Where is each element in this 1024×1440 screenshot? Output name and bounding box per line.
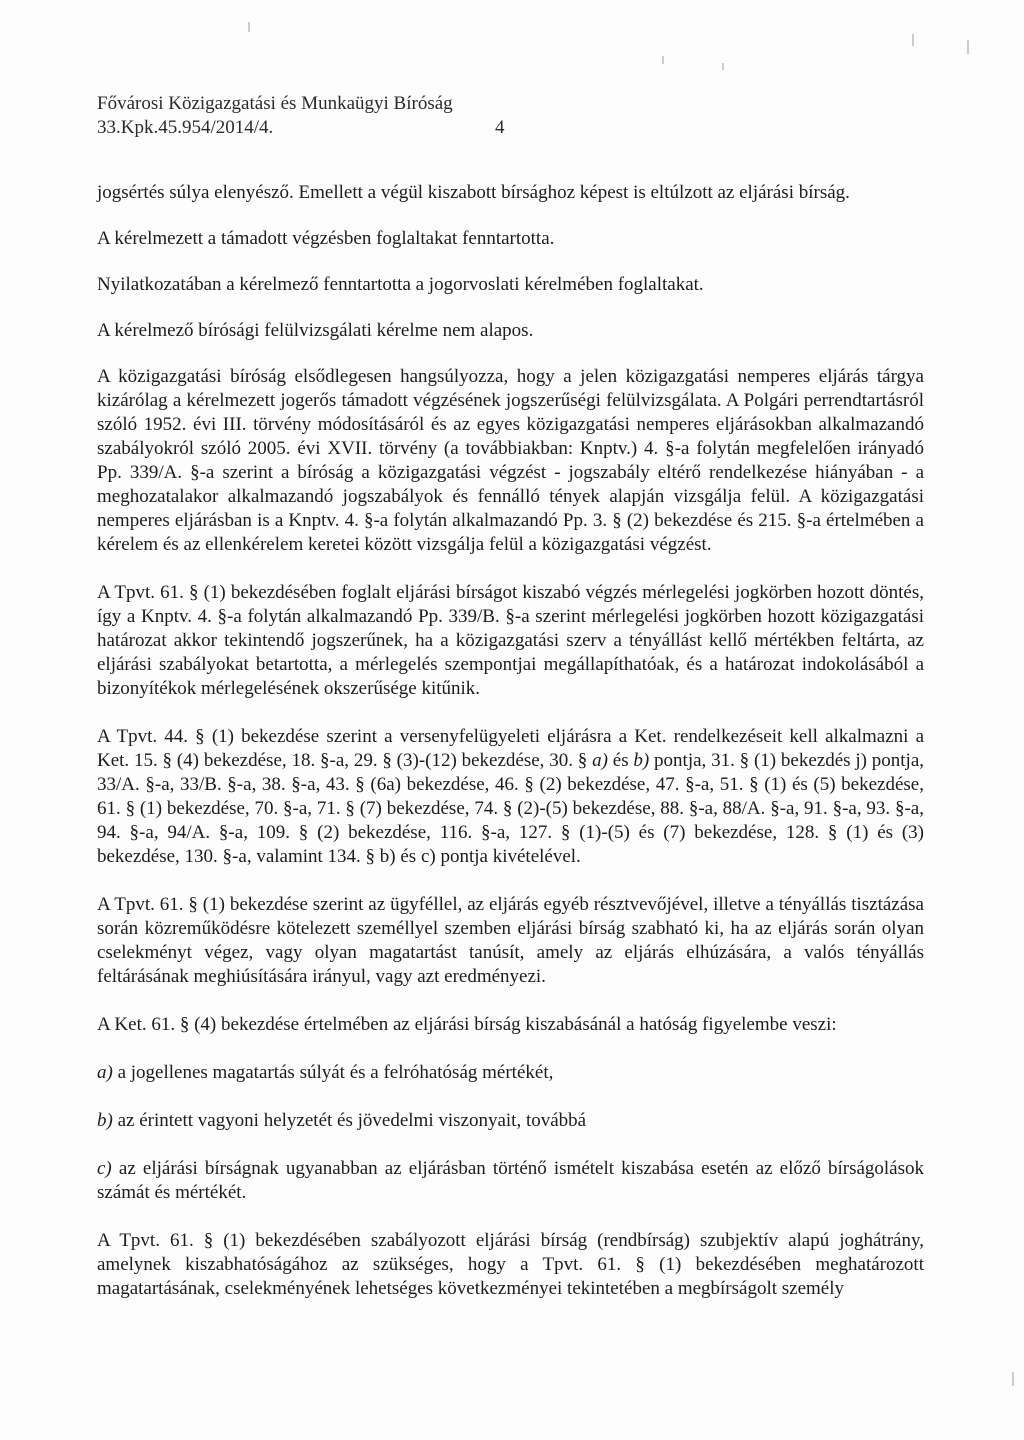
- paragraph-6: A Tpvt. 61. § (1) bekezdésében foglalt eljárási bírságot kiszabó végzés mérlegelési jogkörben hozott döntés, így a Knptv. 4. §-a folytán alkalmazandó Pp. 339/B. §-a szerint mérlegelési jogkörben hozott közigazgatási határozat akkor tekintendő jogszerűnek, ha a közigazgatási szerv a tényállást kellő mértékben feltárta, az eljárási szabályokat betartotta, a mérlegelés szempontjai megállapíthatóak, és a határozat indokolásából a bizonyítékok mérlegelésének okszerűsége kitűnik.: [97, 582, 924, 699]
- list-text-b: az érintett vagyoni helyzetét és jövedelmi viszonyait, továbbá: [112, 1110, 587, 1131]
- scan-speck: [662, 56, 664, 64]
- paragraph-7-part-3: pontja, 31. § (1) bekezdés j) pontja, 33/A. §-a, 33/B. §-a, 38. §-a, 43. § (6a) bekezdése, 46. § (2) bekezdése, 47. §-a, 51. § (1) és (5) bekezdése, 61. § (1) bekezdése, 70. §-a, 71. § (7) bekezdése, 74. § (2)-(5) bekezdése, 88. §-a, 88/A. §-a, 91. §-a, 93. §-a, 94. §-a, 94/A. §-a, 109. § (2) bekezdése, 116. §-a, 127. § (1)-(5) és (7) bekezdése, 128. § (1) és (3) bekezdése, 130. §-a, valamint 134. § b) és c) pontja kivételével.: [97, 750, 925, 867]
- paragraph-final: A Tpvt. 61. § (1) bekezdésében szabályozott eljárási bírság (rendbírság) szubjektív alapú joghátrány, amelynek kiszabhatóságához az szükséges, hogy a Tpvt. 61. § (1) bekezdésében meghatározott magatartásának, cselekményének lehetséges következményei tekintetében a megbírságolt személy: [97, 1230, 924, 1299]
- document-header: [97, 92, 657, 140]
- paragraph-7-part-2: és: [607, 750, 634, 771]
- list-item-c: [97, 1157, 924, 1205]
- scan-speck: [1012, 1372, 1014, 1386]
- paragraph-5: A közigazgatási bíróság elsődlegesen hangsúlyozza, hogy a jelen közigazgatási nemperes eljárás tárgya kizárólag a kérelmezett jogerős támadott végzésének jogszerűségi felülvizsgálata. A Polgári perrendtartásról szóló 1952. évi III. törvény módosításáról és az egyes közigazgatási nemperes eljárásokban alkalmazandó szabályokról szóló 2005. évi XVII. törvény (a továbbiakban: Knptv.) 4. §-a folytán megfelelően irányadó Pp. 339/A. §-a szerint a bíróság a közigazgatási végzést - jogszabály eltérő rendelkezése hiányában - a meghozatalakor alkalmazandó jogszabályok és fennálló tények alapján vizsgálja felül. A közigazgatási nemperes eljárásban is a Knptv. 4. §-a folytán alkalmazandó Pp. 3. § (2) bekezdése és 215. §-a értelmében a kérelem és az ellenkérelem keretei között vizsgálja felül a közigazgatási végzést.: [97, 366, 924, 555]
- header-meta: [97, 116, 657, 140]
- scan-speck: [248, 22, 250, 32]
- paragraph-7-part-1: A Tpvt. 44. § (1) bekezdése szerint a versenyfelügyeleti eljárásra a Ket. rendelkezéseit kell alkalmazni a Ket. 15. § (4) bekezdése, 18. §-a, 29. § (3)-(12) bekezdése, 30. §: [97, 726, 924, 771]
- scan-speck: [967, 40, 969, 54]
- paragraph-8: A Tpvt. 61. § (1) bekezdése szerint az ügyféllel, az eljárás egyéb résztvevőjével, illetve a tényállás tisztázása során közreműködésre kötelezett személlyel szemben eljárási bírság szabható ki, ha az eljárás során olyan cselekményt végez, vagy olyan magatartást tanúsít, amely az eljárás elhúzására, a valós tényállás feltárásának meghiúsítására irányul, vagy azt eredményezi.: [97, 894, 924, 987]
- list-marker-c: c): [97, 1158, 112, 1179]
- list-item-b: [97, 1109, 924, 1133]
- list-marker-b: b): [97, 1110, 113, 1131]
- paragraph-7-italic-b: b): [633, 750, 650, 771]
- scan-speck: [722, 63, 724, 70]
- paragraph-2: A kérelmezett a támadott végzésben foglaltakat fenntartotta.: [97, 228, 555, 249]
- list-text-c: az eljárási bírságnak ugyanabban az eljárásban történő ismételt kiszabása esetén az előző bírságolások számát és mértékét.: [97, 1158, 924, 1203]
- case-number: 33.Kpk.45.954/2014/4.: [97, 117, 274, 138]
- document-body: [97, 181, 924, 1301]
- court-name: Fővárosi Közigazgatási és Munkaügyi Bíróság: [97, 93, 453, 114]
- paragraph-7-italic-a: a): [592, 750, 608, 771]
- list-marker-a: a): [97, 1062, 113, 1083]
- paragraph-9: A Ket. 61. § (4) bekezdése értelmében az eljárási bírság kiszabásánál a hatóság figyelembe veszi:: [97, 1014, 837, 1035]
- list-text-a: a jogellenes magatartás súlyát és a felróhatóság mértékét,: [112, 1062, 554, 1083]
- paragraph-7: [97, 725, 924, 869]
- page-number: 4: [495, 117, 505, 138]
- scan-speck: [912, 34, 914, 46]
- list-item-a: [97, 1061, 924, 1085]
- paragraph-1: jogsértés súlya elenyésző. Emellett a végül kiszabott bírsághoz képest is eltúlzott az eljárási bírság.: [97, 182, 850, 203]
- paragraph-4: A kérelmező bírósági felülvizsgálati kérelme nem alapos.: [97, 320, 534, 341]
- paragraph-3: Nyilatkozatában a kérelmező fenntartotta a jogorvoslati kérelmében foglaltakat.: [97, 274, 704, 295]
